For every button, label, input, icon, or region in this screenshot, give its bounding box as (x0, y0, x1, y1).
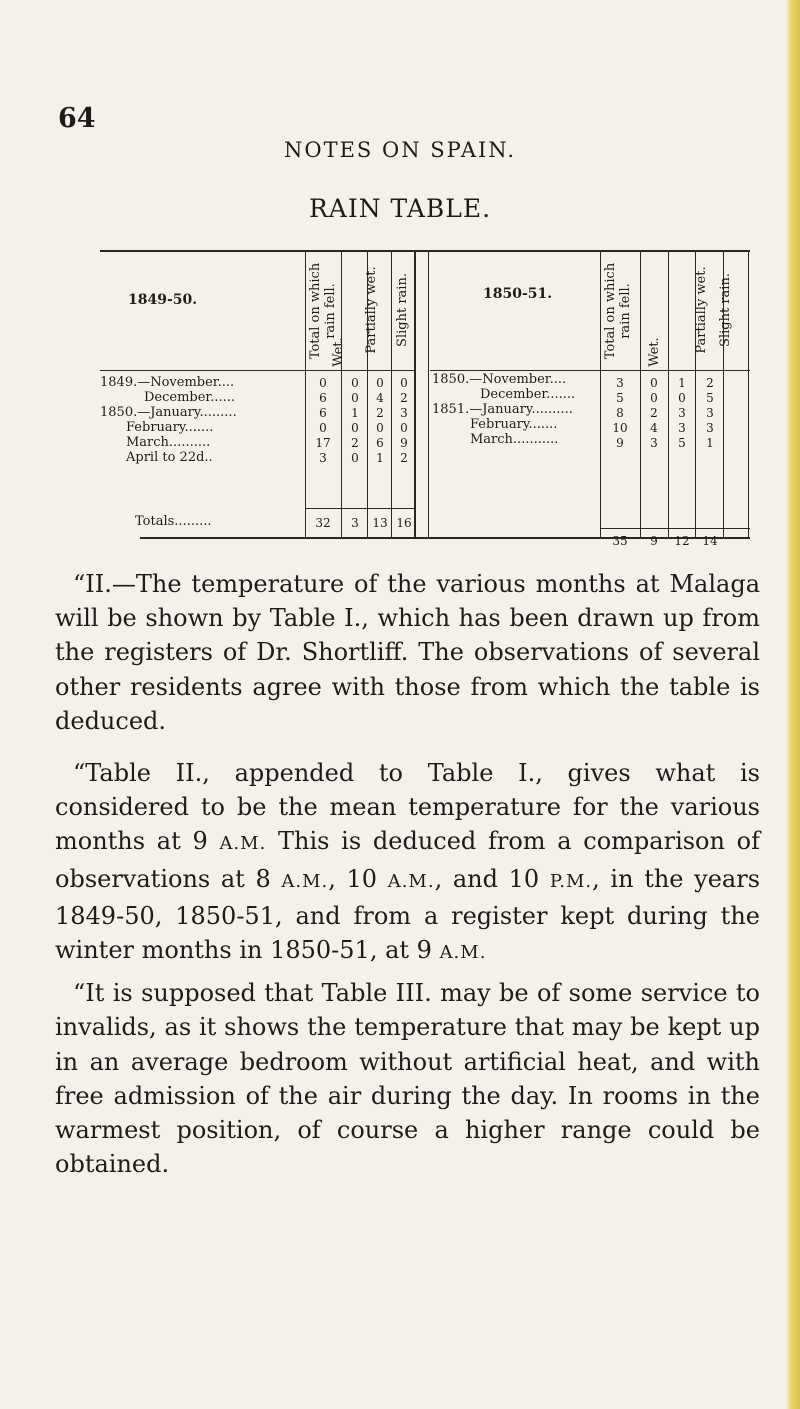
total-cell: 13 (372, 516, 388, 530)
col-header-slight-rain: Slight rain. (395, 273, 410, 347)
table-cell: 3 (319, 451, 327, 465)
totals-rule-right (600, 528, 750, 529)
table-cell: 1 (678, 376, 686, 390)
table-cell: 2 (706, 376, 714, 390)
col-rule (748, 250, 749, 538)
row-label: February....... (470, 417, 558, 432)
col-rule (341, 250, 342, 538)
table-cell: 0 (678, 391, 686, 405)
total-cell: 12 (674, 534, 690, 548)
total-cell: 16 (396, 516, 412, 530)
col-header-wet: Wet. (331, 337, 346, 367)
table-title: RAIN TABLE. (308, 194, 492, 223)
paragraph: “It is supposed that Table III. may be of some service to invalids, as it shows the temperature that may be kept up in an average bedroom without artificial heat, and with free admission of the air during the day. In rooms in the warmest position, of course a higher range could be obtained. (55, 979, 760, 1179)
table-cell: 6 (319, 391, 327, 405)
table-cell: 3 (678, 406, 686, 420)
table-cell: 2 (650, 406, 658, 420)
paragraph: “II.—The temperature of the various months at Malaga will be shown by Table I., which has been drawn up from the registers of Dr. Shortliff. The observations of several other residents agree with those from which the table is deduced. (55, 570, 760, 735)
body-text (55, 567, 760, 1181)
header-rule-right (430, 370, 750, 371)
table-cell: 3 (400, 406, 408, 420)
table-top-rule (100, 250, 750, 252)
total-cell: 35 (612, 534, 628, 548)
row-label: 1851.—January.......... (432, 402, 573, 417)
col-header-total: Total on which rain fell. (308, 262, 338, 360)
table-cell: 5 (678, 436, 686, 450)
table-cell: 0 (376, 376, 384, 390)
row-label: December...... (144, 390, 236, 405)
table-cell: 1 (706, 436, 714, 450)
col-rule (668, 250, 669, 538)
running-head: NOTES ON SPAIN. (283, 138, 516, 162)
table-cell: 6 (376, 436, 384, 450)
table-cell: 3 (616, 376, 624, 390)
table-cell: 0 (319, 421, 327, 435)
table-cell: 0 (650, 391, 658, 405)
table-cell: 10 (612, 421, 628, 435)
table-cell: 2 (400, 451, 408, 465)
table-cell: 3 (650, 436, 658, 450)
row-label: 1850.—November.... (432, 372, 567, 387)
right-period-header: 1850-51. (483, 286, 553, 302)
table-cell: 6 (319, 406, 327, 420)
table-cell: 0 (351, 451, 359, 465)
col-rule (428, 250, 429, 538)
row-label: April to 22d.. (126, 450, 213, 465)
total-cell: 14 (702, 534, 718, 548)
table-cell: 0 (351, 421, 359, 435)
table-cell: 1 (376, 451, 384, 465)
col-rule (305, 250, 306, 538)
row-label: February....... (126, 420, 214, 435)
row-label: March.......... (126, 435, 211, 450)
paragraph: “Table II., appended to Table I., gives what is considered to be the mean temperature for the various months at 9 A.M. This is deduced from a comparison of observations at 8 A.M., 10 A.M., and 10 P.M., in the years 1849-50, 1850-51, and from a register kept during the winter months in 1850-51, at 9 A.M. (55, 759, 761, 965)
col-header-partially-wet: Partially wet. (364, 266, 379, 354)
table-cell: 0 (351, 376, 359, 390)
col-header-slight-rain: Slight rain. (718, 273, 733, 347)
table-cell: 4 (376, 391, 384, 405)
table-cell: 0 (351, 391, 359, 405)
page-edge (786, 0, 800, 1409)
totals-rule-left (305, 508, 414, 509)
table-cell: 0 (400, 376, 408, 390)
rain-table (100, 250, 750, 548)
table-cell: 17 (315, 436, 331, 450)
col-header-total: Total on which rain fell. (603, 262, 633, 360)
totals-label: Totals......... (135, 514, 212, 529)
table-cell: 0 (319, 376, 327, 390)
table-cell: 2 (351, 436, 359, 450)
table-cell: 5 (706, 391, 714, 405)
row-label: 1849.—November.... (100, 375, 235, 390)
table-cell: 0 (400, 421, 408, 435)
col-rule (600, 250, 601, 538)
table-cell: 5 (616, 391, 624, 405)
page-number: 64 (58, 103, 96, 134)
table-cell: 3 (706, 421, 714, 435)
total-cell: 32 (315, 516, 331, 530)
table-cell: 1 (351, 406, 359, 420)
table-cell: 2 (376, 406, 384, 420)
table-cell: 0 (376, 421, 384, 435)
table-cell: 2 (400, 391, 408, 405)
table-cell: 3 (678, 421, 686, 435)
table-cell: 9 (616, 436, 624, 450)
table-cell: 0 (650, 376, 658, 390)
col-header-partially-wet: Partially wet. (694, 266, 709, 354)
left-period-header: 1849-50. (128, 292, 198, 308)
table-cell: 4 (650, 421, 658, 435)
table-cell: 9 (400, 436, 408, 450)
table-cell: 3 (706, 406, 714, 420)
total-cell: 9 (650, 534, 658, 548)
row-label: March........... (470, 432, 559, 447)
row-label: 1850.—January......... (100, 405, 237, 420)
col-header-wet: Wet. (647, 337, 662, 367)
total-cell: 3 (351, 516, 359, 530)
table-cell: 8 (616, 406, 624, 420)
row-label: December....... (480, 387, 576, 402)
col-rule (640, 250, 641, 538)
